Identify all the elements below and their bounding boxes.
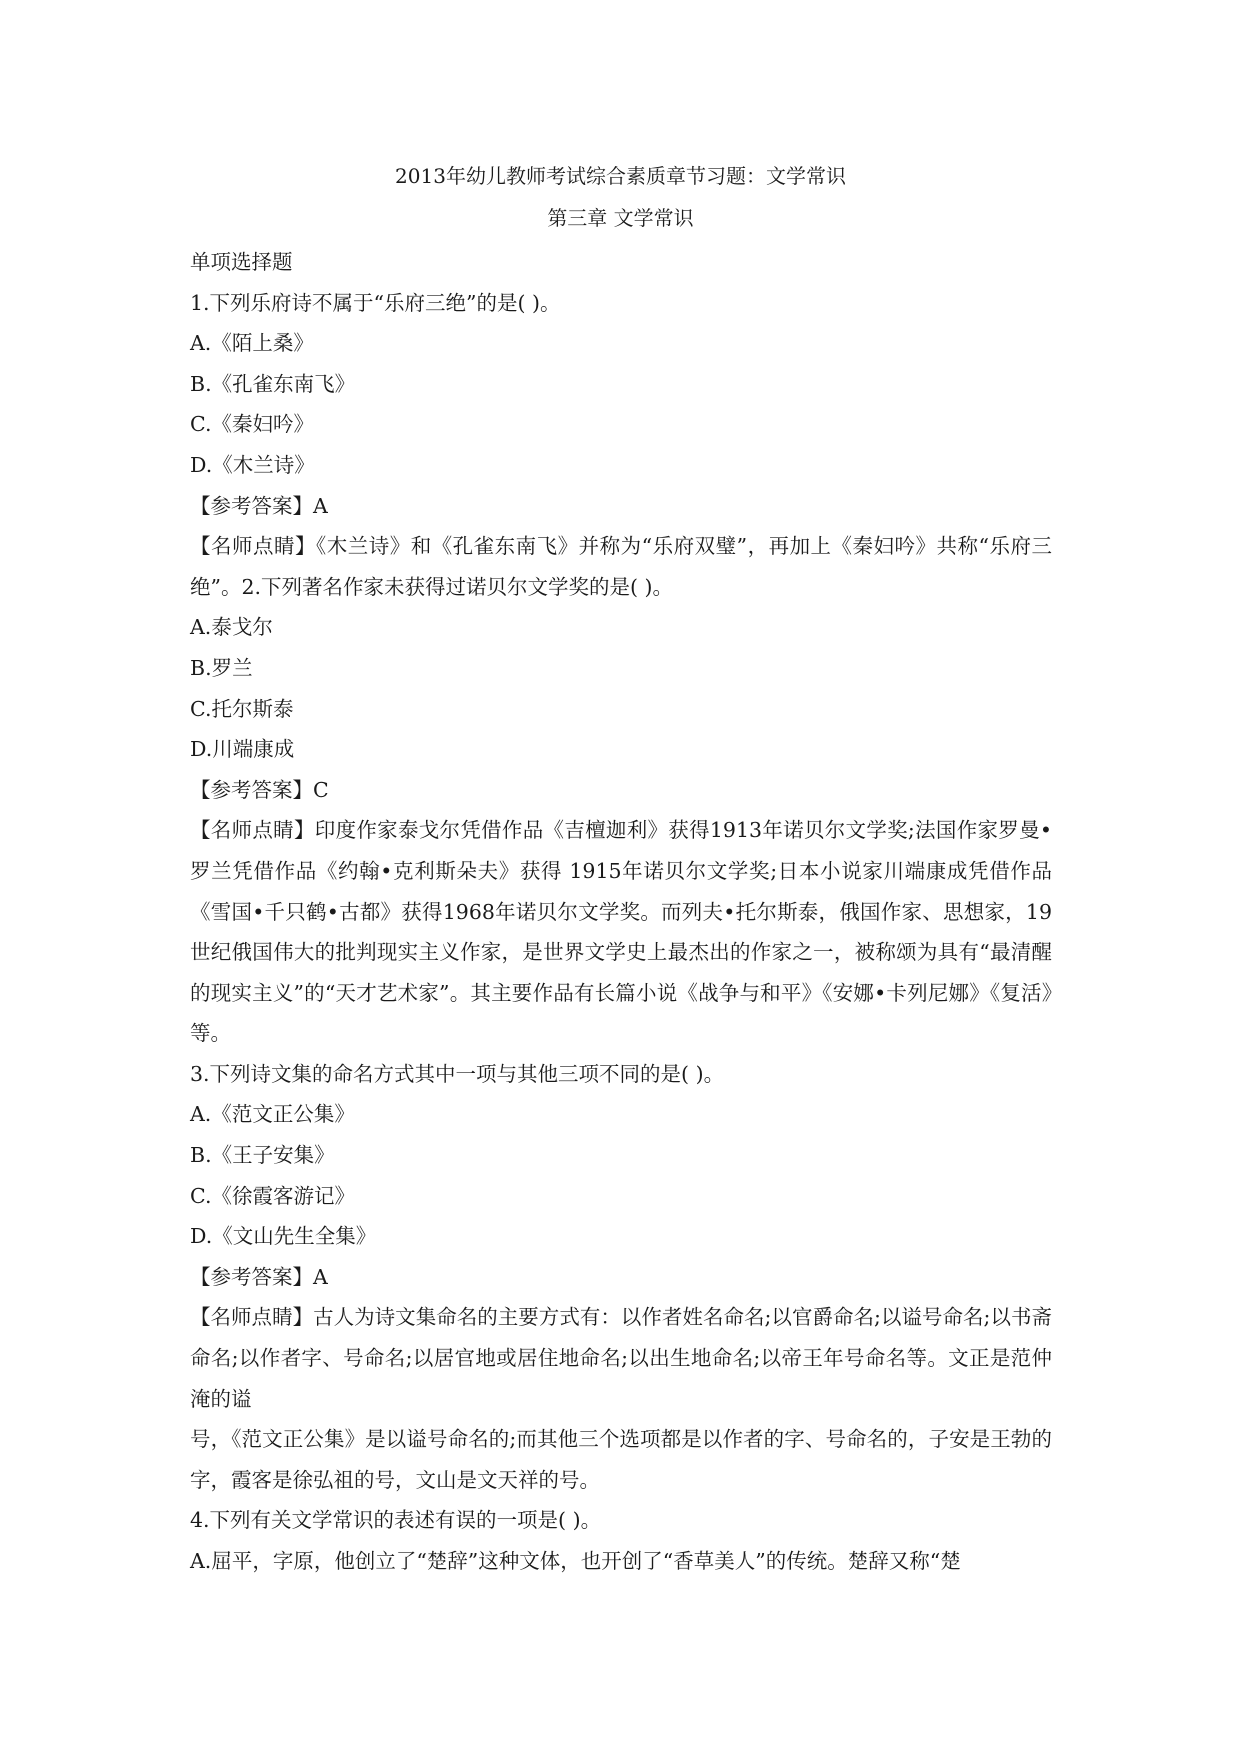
q3-answer: 【参考答案】A (190, 1264, 328, 1289)
q3-explanation-continued: 号，《范文正公集》是以谥号命名的;而其他三个选项都是以作者的字、号命名的，子安是王勃的字，霞客是徐弘祖的号，文山是文天祥的号。 (190, 1427, 1052, 1492)
question-4: 4.下列有关文学常识的表述有误的一项是( )。 (190, 1508, 602, 1533)
q2-option-c: C.托尔斯泰 (190, 696, 294, 721)
question-1: 1.下列乐府诗不属于“乐府三绝”的是( )。 (190, 290, 561, 315)
q2-answer: 【参考答案】C (190, 777, 329, 802)
document-title: 2013年幼儿教师考试综合素质章节习题：文学常识 (395, 164, 846, 188)
q4-option-a: A.屈平，字原，他创立了“楚辞”这种文体，也开创了“香草美人”的传统。楚辞又称“楚 (190, 1549, 961, 1573)
q1-option-a: A.《陌上桑》 (190, 331, 314, 356)
q3-option-d: D.《文山先生全集》 (190, 1224, 377, 1249)
q2-option-d: D.川端康成 (190, 737, 295, 762)
question-3: 3.下列诗文集的命名方式其中一项与其他三项不同的是( )。 (190, 1061, 725, 1086)
q3-option-c: C.《徐霞客游记》 (190, 1183, 355, 1208)
document-body (190, 242, 1052, 1582)
q2-option-a: A.泰戈尔 (190, 615, 273, 640)
q1-option-d: D.《木兰诗》 (190, 452, 315, 477)
q1-explanation: 【名师点睛】《木兰诗》和《孔雀东南飞》并称为“乐府双璧”，再加上《秦妇吟》共称“乐府三绝”。2.下列著名作家未获得过诺贝尔文学奖的是( )。 (190, 534, 1052, 599)
chapter-heading: 第三章 文学常识 (547, 206, 694, 230)
q1-option-b: B.《孔雀东南飞》 (190, 371, 356, 396)
section-heading: 单项选择题 (190, 250, 293, 274)
q3-option-b: B.《王子安集》 (190, 1143, 335, 1168)
q3-explanation: 【名师点睛】古人为诗文集命名的主要方式有：以作者姓名命名;以官爵命名;以谥号命名;以书斋命名;以作者字、号命名;以居官地或居住地命名;以出生地命名;以帝王年号命名等。文正是范仲淹的谥 (190, 1305, 1052, 1411)
q2-option-b: B.罗兰 (190, 655, 253, 680)
q3-option-a: A.《范文正公集》 (190, 1102, 355, 1127)
q1-answer: 【参考答案】A (190, 493, 328, 518)
q2-explanation: 【名师点睛】印度作家泰戈尔凭借作品《吉檀迦利》获得1913年诺贝尔文学奖;法国作家罗曼•罗兰凭借作品《约翰•克利斯朵夫》获得 1915年诺贝尔文学奖;日本小说家川端康成凭借作品《雪国•千只鹤•古都》获得1968年诺贝尔文学奖。而列夫•托尔斯泰，俄国作家、思想家，19世纪俄国伟大的批判现实主义作家，是世界文学史上最杰出的作家之一，被称颂为具有“最清醒的现实主义”的“天才艺术家”。其主要作品有长篇小说《战争与和平》《安娜•卡列尼娜》《复活》等。 (190, 818, 1052, 1046)
q1-option-c: C.《秦妇吟》 (190, 412, 314, 437)
